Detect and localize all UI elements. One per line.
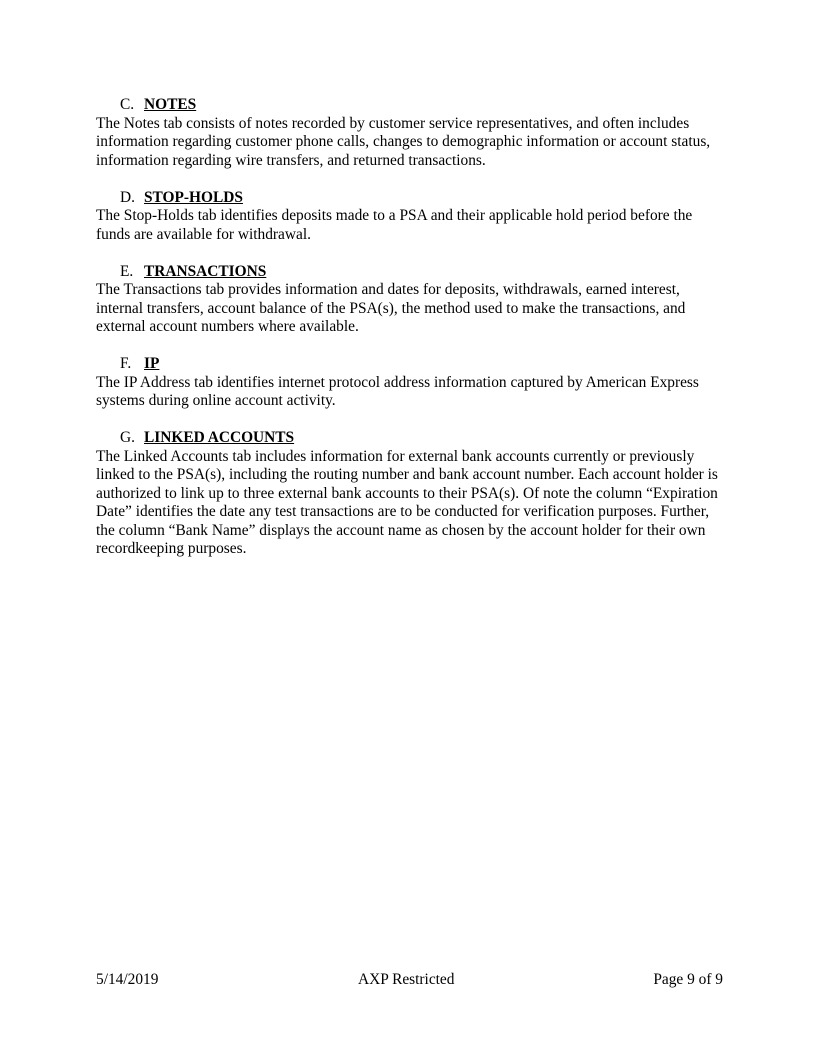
section-linked-accounts — [96, 429, 726, 559]
section-heading — [96, 263, 726, 282]
section-body: The Stop-Holds tab identifies deposits made to a PSA and their applicable hold period before the funds are available for withdrawal. — [96, 207, 693, 243]
section-title: NOTES — [144, 96, 197, 113]
section-heading — [96, 96, 726, 115]
section-stop-holds — [96, 189, 726, 245]
section-heading — [96, 429, 726, 448]
section-body: The Linked Accounts tab includes information for external bank accounts currently or previously linked to the PSA(s), including the routing number and bank account number. Each account holder is authorized to link up to three external bank accounts to their PSA(s). Of note the column “Expiration Date” identifies the date any test transactions are to be conducted for verification purposes. Further, the column “Bank Name” displays the account name as chosen by the account holder for their own recordkeeping purposes. — [96, 447, 718, 557]
footer-page-number: Page 9 of 9 — [653, 971, 723, 988]
page-footer — [96, 971, 723, 991]
footer-classification: AXP Restricted — [358, 971, 455, 988]
section-letter: F. — [120, 355, 132, 372]
section-heading — [96, 355, 726, 374]
section-transactions — [96, 263, 726, 337]
section-letter: G. — [120, 429, 135, 446]
section-heading — [96, 189, 726, 208]
section-body: The Transactions tab provides information and dates for deposits, withdrawals, earned interest, internal transfers, account balance of the PSA(s), the method used to make the transactions, and external account numbers where available. — [96, 281, 686, 335]
section-body: The Notes tab consists of notes recorded by customer service representatives, and often includes information regarding customer phone calls, changes to demographic information or account status, information regarding wire transfers, and returned transactions. — [96, 114, 711, 169]
section-ip — [96, 355, 726, 411]
section-title: LINKED ACCOUNTS — [144, 429, 295, 446]
section-title: TRANSACTIONS — [144, 262, 267, 280]
section-letter: D. — [120, 188, 135, 206]
section-letter: C. — [120, 96, 135, 113]
section-body: The IP Address tab identifies internet protocol address information captured by American Express systems during online account activity. — [96, 373, 699, 409]
section-title: STOP-HOLDS — [144, 188, 243, 206]
section-title: IP — [144, 355, 160, 372]
section-letter: E. — [120, 262, 134, 280]
footer-date: 5/14/2019 — [96, 971, 159, 988]
document-page — [96, 96, 726, 577]
section-notes — [96, 96, 726, 170]
